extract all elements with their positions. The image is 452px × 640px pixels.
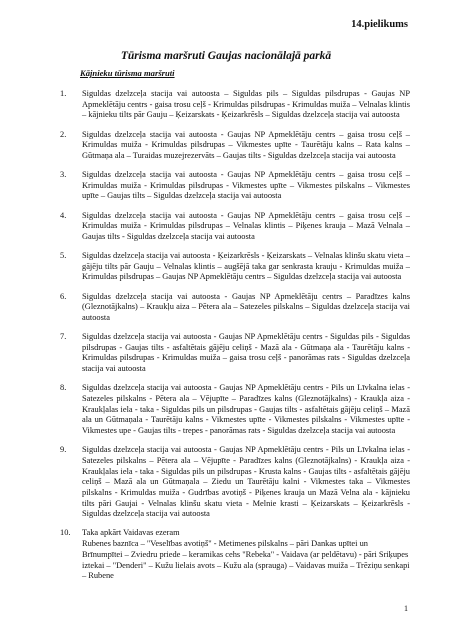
route-number: 9. (60, 445, 67, 455)
route-number: 10. (60, 528, 71, 538)
route-item (60, 251, 410, 283)
route-item (60, 528, 410, 582)
route-number: 1. (60, 89, 67, 98)
route-description: Siguldas dzelzceļa stacija vai autoosta - Gaujas NP Apmeklētāju centrs - Pils un Līvkalna ielas - Satezeles pilskalns – Pētera ala – Vējupīte - Paradīzes kalns (Gleznotājkalns) - Kraukļa aiza - Kraukļalas iela - taka - Siguldas pils un pilsdrupas - Krusta kalns - Gaujas tilts - asfaltētais gājēju celiņš – Mazā ala un Gūtmaņala – Ziedu un Taurētāju kalni - Vikmestes taka – Vikmestes pilskalns - Krimuldas muiža - Gudrības avotiņš - Piķenes krauja un Mazā Velna ala - kājnieku tilts pāri Gaujai - Velnalas klinšu skatu vieta - Melnie krasti – Ķeizarskats – Ķeizarkrēsls - Siguldas dzelzceļa stacija vai autoosta (82, 445, 410, 519)
route-description: Siguldas dzelzceļa stacija vai autoosta - Gaujas NP Apmeklētāju centrs - Pils un Līvkalna ielas - Satezeles pilskalns - Pētera ala – Vējupīte – Paradīzes kalns (Gleznotājkalns) - Kraukļa aiza - Kraukļalas iela - taka - Siguldas pils un pilsdrupas - Gaujas tilts - asfaltētais gājēju celiņš – Mazā ala un Gūtmaņala - Taurētāju kalns - Vikmestes upīte - Vikmestes pilskalns - Vikmestes upīte - Vikmestes upe - Gaujas tilts - trepes - panorāmas rats - Siguldas dzelzceļa stacija vai autoosta (82, 383, 410, 436)
route-item (60, 89, 410, 121)
route-description: Siguldas dzelzceļa stacija vai autoosta - Gaujas NP Apmeklētāju centrs – gaisa trosu ceļš – Krimuldas muiža - Krimuldas pilsdrupas - Vikmestes upīte – Vikmestes pilskalns – Vikmestes upīte – Gaujas tilts – Siguldas dzelzceļa stacija vai autoosta (82, 170, 410, 201)
page-number: 1 (404, 604, 408, 613)
page-title: Tūrisma maršruti Gaujas nacionālajā parkā (120, 50, 332, 62)
route-item (60, 332, 410, 375)
route-item (60, 383, 410, 437)
route-item (60, 170, 410, 202)
route-description: Siguldas dzelzceļa stacija vai autoosta - Gaujas NP Apmeklētāju centrs – Paradīzes kalns (Gleznotājkalns) – Kraukļu aiza – Pētera ala – Satezeles pilskalns – Siguldas dzelzceļa stacija vai autoosta (82, 291, 410, 322)
route-number: 4. (60, 210, 67, 220)
route-number: 2. (60, 129, 67, 139)
section-subtitle: Kājnieku tūrisma maršruti (80, 68, 175, 78)
route-description: Taka apkārt Vaidavas ezeram Rubenes baznīca – "Veselības avotiņš" - Metimenes pilskalns – pāri Dankas upītei un Brīnumpītei – Zviedru priede – keramikas cehs "Rebeka" - Vaidava (ar peldētavu) - pāri Sriķupes iztekai – "Denderi" – Kužu lielais avots – Kužu ala (sprauga) – Vaidavas muiža – Trēziņu senkapi – Rubene (82, 528, 410, 581)
route-number: 8. (60, 383, 67, 393)
route-description: Siguldas dzelzceļa stacija vai autoosta – Siguldas pils – Siguldas pilsdrupas - Gaujas NP Apmeklētāju centrs - gaisa trosu ceļš - Krimuldas pilsdrupas - Krimuldas muiža – Velnalas klintis – kājnieku tilts pār Gauju – Ķeizarskats - Ķeizarkrēsls – Siguldas dzelzceļa stacija vai autoosta (82, 89, 410, 120)
route-number: 7. (60, 332, 67, 341)
route-number: 3. (60, 170, 67, 179)
appendix-label: 14.pielikums (351, 19, 408, 30)
route-item (60, 130, 410, 162)
route-description: Siguldas dzelzceļa stacija vai autoosta - Gaujas NP Apmeklētāju centrs – gaisa trosu ceļš – Krimuldas muiža - Krimuldas pilsdrupas – Vikmestes upīte - Taurētāju kalns – Rata kalns – Gūtmaņa ala – Turaidas muzejrezervāts – Gaujas tilts - Siguldas dzelzceļa stacija vai autoosta (82, 129, 410, 160)
route-item (60, 445, 410, 520)
route-description: Siguldas dzelzceļa stacija vai autoosta - Gaujas NP Apmeklētāju centrs - Siguldas pils - Siguldas pilsdrupas - Gaujas tilts - asfaltētais gājēju celiņš - Mazā ala - Gūtmaņa ala - Taurētāju kalns - Krimuldas pilsdrupas - Krimuldas muiža – gaisa trosu ceļš - panorāmas rats - Siguldas dzelzceļa stacija vai autoosta (82, 332, 410, 374)
route-number: 6. (60, 291, 67, 301)
route-list (60, 89, 410, 590)
route-number: 5. (60, 251, 67, 260)
route-item (60, 211, 410, 243)
route-description: Siguldas dzelzceļa stacija vai autoosta - Ķeizarkrēsls - Ķeizarskats – Velnalas klinšu skatu vieta – gājēju tilts pār Gauju – Velnalas klintis – augšējā taka gar senkrasta krauju - Krimuldas muiža – Krimuldas pilsdrupas – Gaujas NP Apmeklētāju centrs – Siguldas dzelzceļa stacija vai autoosta (82, 251, 410, 282)
route-item (60, 292, 410, 324)
route-description: Siguldas dzelzceļa stacija vai autoosta - Gaujas NP Apmeklētāju centrs – gaisa trosu ceļš – Krimuldas muiža - Krimuldas pilsdrupas – Velnalas klintis – Piķenes krauja – Mazā Velnala – Gaujas tilts - Siguldas dzelzceļa stacija vai autoosta (82, 210, 410, 241)
